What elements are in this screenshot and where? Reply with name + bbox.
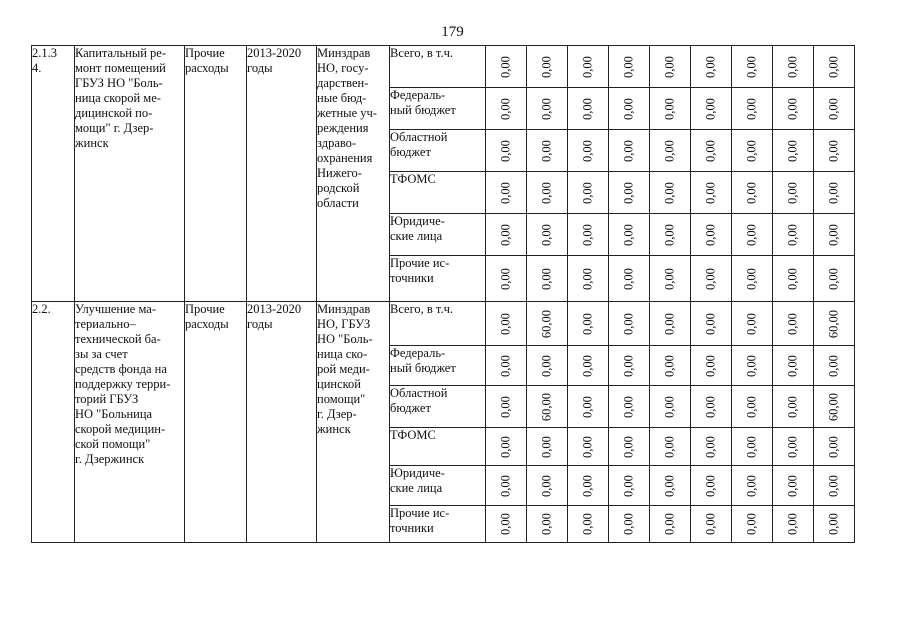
funding-source-label: Всего, в т.ч. — [390, 46, 453, 60]
value: 0,00 — [744, 267, 759, 290]
value-cell — [568, 506, 609, 543]
value: 0,00 — [580, 312, 595, 335]
value: 0,00 — [785, 267, 800, 290]
item-number: 2.2. — [32, 302, 51, 316]
expense-type: Прочие расходы — [185, 46, 229, 75]
value-cell — [609, 172, 650, 214]
value: 0,00 — [662, 181, 677, 204]
value: 0,00 — [580, 97, 595, 120]
value: 0,00 — [621, 97, 636, 120]
period-cell — [247, 302, 317, 543]
value: 0,00 — [498, 267, 513, 290]
value-cell — [527, 256, 568, 302]
funding-source-cell — [390, 302, 486, 346]
value: 0,00 — [662, 55, 677, 78]
value-cell — [814, 506, 855, 543]
value-cell — [773, 88, 814, 130]
value: 0,00 — [621, 513, 636, 535]
value-cell — [650, 302, 691, 346]
value: 0,00 — [580, 181, 595, 204]
value: 0,00 — [826, 435, 841, 458]
executor-cell — [317, 302, 390, 543]
value: 0,00 — [826, 267, 841, 290]
value-cell — [773, 466, 814, 506]
value: 0,00 — [744, 97, 759, 120]
value: 0,00 — [498, 181, 513, 204]
value: 0,00 — [744, 435, 759, 458]
value-cell — [732, 302, 773, 346]
value: 0,00 — [785, 435, 800, 458]
funding-source-cell — [390, 46, 486, 88]
value-cell — [486, 130, 527, 172]
value: 0,00 — [621, 223, 636, 246]
value: 0,00 — [826, 474, 841, 497]
value-cell — [773, 346, 814, 386]
value: 0,00 — [662, 97, 677, 120]
value-cell — [486, 88, 527, 130]
value: 0,00 — [826, 223, 841, 246]
value-cell — [691, 130, 732, 172]
value: 0,00 — [785, 395, 800, 418]
value: 0,00 — [785, 55, 800, 78]
value: 0,00 — [744, 181, 759, 204]
value-cell — [609, 428, 650, 466]
value-cell — [814, 386, 855, 428]
value-cell — [486, 302, 527, 346]
value: 0,00 — [498, 354, 513, 377]
item-number-cell — [32, 302, 75, 543]
value-cell — [814, 46, 855, 88]
value: 0,00 — [621, 435, 636, 458]
value-cell — [650, 214, 691, 256]
value: 0,00 — [703, 55, 718, 78]
funding-source-label: Юридиче- ские лица — [390, 466, 445, 495]
value: 0,00 — [703, 97, 718, 120]
value-cell — [773, 256, 814, 302]
funding-source-label: ТФОМС — [390, 172, 436, 186]
table-body — [32, 46, 855, 543]
value: 0,00 — [621, 55, 636, 78]
executor: Минздрав НО, ГБУЗ НО "Боль- ница ско- рой меди- цинской помощи" г. Дзер- жинск — [317, 302, 373, 436]
value-cell — [486, 466, 527, 506]
value-cell — [773, 428, 814, 466]
value: 0,00 — [498, 312, 513, 335]
value: 0,00 — [662, 354, 677, 377]
value: 0,00 — [621, 139, 636, 162]
value-cell — [568, 256, 609, 302]
value: 0,00 — [580, 139, 595, 162]
value: 0,00 — [785, 474, 800, 497]
value: 0,00 — [785, 513, 800, 535]
value-cell — [527, 88, 568, 130]
funding-source-cell — [390, 130, 486, 172]
value-cell — [568, 466, 609, 506]
value: 0,00 — [662, 513, 677, 535]
value-cell — [691, 256, 732, 302]
value: 0,00 — [744, 312, 759, 335]
funding-source-cell — [390, 428, 486, 466]
value-cell — [773, 214, 814, 256]
value-cell — [814, 172, 855, 214]
funding-source-label: Федераль- ный бюджет — [390, 346, 456, 375]
value: 0,00 — [580, 435, 595, 458]
value-cell — [773, 386, 814, 428]
value-cell — [814, 214, 855, 256]
value: 0,00 — [826, 55, 841, 78]
funding-source-label: ТФОМС — [390, 428, 436, 442]
value: 0,00 — [498, 55, 513, 78]
value: 0,00 — [703, 435, 718, 458]
value-cell — [691, 346, 732, 386]
value-cell — [568, 46, 609, 88]
value-cell — [691, 88, 732, 130]
value: 0,00 — [662, 139, 677, 162]
value-cell — [650, 130, 691, 172]
value: 0,00 — [539, 354, 554, 377]
value-cell — [609, 130, 650, 172]
funding-source-label: Прочие ис- точники — [390, 506, 450, 535]
value: 0,00 — [826, 354, 841, 377]
value: 0,00 — [580, 513, 595, 535]
value: 0,00 — [539, 223, 554, 246]
value-cell — [568, 88, 609, 130]
value-cell — [527, 46, 568, 88]
value-cell — [527, 386, 568, 428]
value: 0,00 — [703, 395, 718, 418]
value: 0,00 — [703, 513, 718, 535]
funding-source-cell — [390, 172, 486, 214]
executor: Минздрав НО, госу- дарствен- ные бюд- жетные уч- реждения здраво- охранения Нижего- родской области — [317, 46, 377, 210]
value: 0,00 — [703, 139, 718, 162]
value-cell — [568, 346, 609, 386]
value: 0,00 — [662, 223, 677, 246]
value: 60,00 — [539, 392, 554, 421]
funding-source-cell — [390, 256, 486, 302]
value-cell — [527, 172, 568, 214]
value-cell — [609, 46, 650, 88]
expense-type-cell — [185, 46, 247, 302]
value: 0,00 — [539, 513, 554, 535]
value-cell — [773, 506, 814, 543]
value-cell — [732, 130, 773, 172]
value: 0,00 — [703, 354, 718, 377]
value-cell — [814, 256, 855, 302]
value: 0,00 — [621, 181, 636, 204]
value: 60,00 — [539, 309, 554, 338]
value-cell — [486, 256, 527, 302]
value: 0,00 — [785, 312, 800, 335]
value-cell — [732, 346, 773, 386]
value-cell — [732, 428, 773, 466]
value-cell — [568, 172, 609, 214]
item-title: Капитальный ре- монт помещений ГБУЗ НО "Боль- ница скорой ме- дицинской по- мощи" г. Дзер- жинск — [75, 46, 167, 150]
value: 0,00 — [703, 223, 718, 246]
value: 0,00 — [498, 97, 513, 120]
value-cell — [732, 256, 773, 302]
funding-source-cell — [390, 346, 486, 386]
value-cell — [486, 428, 527, 466]
value: 0,00 — [744, 354, 759, 377]
value-cell — [527, 302, 568, 346]
value: 0,00 — [580, 267, 595, 290]
value: 60,00 — [826, 309, 841, 338]
value-cell — [609, 466, 650, 506]
value-cell — [609, 302, 650, 346]
value-cell — [609, 386, 650, 428]
value-cell — [773, 172, 814, 214]
value-cell — [732, 88, 773, 130]
value: 0,00 — [662, 395, 677, 418]
value-cell — [650, 46, 691, 88]
period-cell — [247, 46, 317, 302]
value: 0,00 — [498, 223, 513, 246]
value: 0,00 — [580, 395, 595, 418]
value: 0,00 — [498, 513, 513, 535]
value-cell — [609, 88, 650, 130]
value: 0,00 — [580, 474, 595, 497]
value: 0,00 — [826, 513, 841, 535]
value: 0,00 — [621, 354, 636, 377]
value: 0,00 — [826, 139, 841, 162]
value: 0,00 — [539, 139, 554, 162]
value-cell — [609, 214, 650, 256]
value: 0,00 — [662, 474, 677, 497]
value-cell — [814, 466, 855, 506]
value: 60,00 — [826, 392, 841, 421]
value: 0,00 — [539, 267, 554, 290]
page-number: 179 — [441, 24, 464, 40]
value-cell — [732, 214, 773, 256]
value-cell — [486, 506, 527, 543]
value-cell — [486, 46, 527, 88]
value-cell — [732, 172, 773, 214]
value-cell — [691, 466, 732, 506]
value-cell — [732, 506, 773, 543]
value-cell — [773, 130, 814, 172]
period: 2013-2020 годы — [247, 46, 302, 75]
value-cell — [732, 466, 773, 506]
value-cell — [650, 466, 691, 506]
value-cell — [691, 386, 732, 428]
value-cell — [814, 302, 855, 346]
funding-source-cell — [390, 88, 486, 130]
period: 2013-2020 годы — [247, 302, 302, 331]
funding-source-label: Федераль- ный бюджет — [390, 88, 456, 117]
item-number-cell — [32, 46, 75, 302]
value: 0,00 — [621, 267, 636, 290]
budget-table — [31, 45, 855, 543]
value: 0,00 — [498, 435, 513, 458]
value: 0,00 — [744, 513, 759, 535]
value-cell — [527, 214, 568, 256]
value-cell — [486, 172, 527, 214]
value: 0,00 — [744, 55, 759, 78]
value-cell — [609, 506, 650, 543]
item-title-cell — [75, 302, 185, 543]
funding-source-cell — [390, 386, 486, 428]
value: 0,00 — [621, 474, 636, 497]
value: 0,00 — [580, 354, 595, 377]
value: 0,00 — [744, 395, 759, 418]
value-cell — [527, 130, 568, 172]
value: 0,00 — [703, 181, 718, 204]
funding-source-cell — [390, 466, 486, 506]
value-cell — [814, 428, 855, 466]
value-cell — [814, 88, 855, 130]
value-cell — [650, 256, 691, 302]
value-cell — [486, 346, 527, 386]
value-cell — [650, 172, 691, 214]
value-cell — [568, 214, 609, 256]
funding-source-label: Прочие ис- точники — [390, 256, 450, 285]
value-cell — [691, 506, 732, 543]
value-cell — [568, 386, 609, 428]
value: 0,00 — [498, 474, 513, 497]
value: 0,00 — [703, 312, 718, 335]
expense-type: Прочие расходы — [185, 302, 229, 331]
value-cell — [609, 256, 650, 302]
value-cell — [691, 302, 732, 346]
value-cell — [527, 506, 568, 543]
value-cell — [527, 346, 568, 386]
value: 0,00 — [539, 55, 554, 78]
value: 0,00 — [580, 55, 595, 78]
value: 0,00 — [539, 181, 554, 204]
value: 0,00 — [539, 435, 554, 458]
funding-source-cell — [390, 214, 486, 256]
expense-type-cell — [185, 302, 247, 543]
value: 0,00 — [621, 395, 636, 418]
value-cell — [732, 46, 773, 88]
value-cell — [691, 46, 732, 88]
value-cell — [691, 428, 732, 466]
value: 0,00 — [785, 223, 800, 246]
funding-source-label: Юридиче- ские лица — [390, 214, 445, 243]
value: 0,00 — [703, 474, 718, 497]
value: 0,00 — [498, 395, 513, 418]
value-cell — [773, 46, 814, 88]
value-cell — [732, 386, 773, 428]
value-cell — [650, 346, 691, 386]
value: 0,00 — [744, 223, 759, 246]
item-title-cell — [75, 46, 185, 302]
value: 0,00 — [498, 139, 513, 162]
value-cell — [568, 302, 609, 346]
value-cell — [527, 428, 568, 466]
value: 0,00 — [785, 354, 800, 377]
item-number: 2.1.3 4. — [32, 46, 57, 75]
value: 0,00 — [662, 435, 677, 458]
value: 0,00 — [539, 474, 554, 497]
value-cell — [650, 428, 691, 466]
value: 0,00 — [785, 97, 800, 120]
value: 0,00 — [826, 181, 841, 204]
value-cell — [486, 214, 527, 256]
value: 0,00 — [662, 312, 677, 335]
value: 0,00 — [744, 139, 759, 162]
table-row — [32, 302, 855, 346]
value: 0,00 — [744, 474, 759, 497]
value-cell — [486, 386, 527, 428]
value-cell — [650, 506, 691, 543]
value: 0,00 — [785, 181, 800, 204]
value-cell — [609, 346, 650, 386]
value-cell — [650, 88, 691, 130]
value: 0,00 — [703, 267, 718, 290]
value-cell — [814, 346, 855, 386]
value: 0,00 — [580, 223, 595, 246]
value: 0,00 — [621, 312, 636, 335]
value-cell — [691, 172, 732, 214]
executor-cell — [317, 46, 390, 302]
value-cell — [773, 302, 814, 346]
table-row — [32, 46, 855, 88]
value: 0,00 — [785, 139, 800, 162]
funding-source-label: Областной бюджет — [390, 386, 448, 415]
item-title: Улучшение ма- териально– технической ба- зы за счет средств фонда на поддержку терри- торий ГБУЗ НО "Больница скорой медицин- ской помощи" г. Дзержинск — [75, 302, 171, 466]
value-cell — [814, 130, 855, 172]
funding-source-label: Всего, в т.ч. — [390, 302, 453, 316]
value-cell — [568, 130, 609, 172]
value-cell — [527, 466, 568, 506]
value-cell — [650, 386, 691, 428]
funding-source-cell — [390, 506, 486, 543]
value: 0,00 — [539, 97, 554, 120]
value-cell — [568, 428, 609, 466]
value: 0,00 — [662, 267, 677, 290]
value: 0,00 — [826, 97, 841, 120]
value-cell — [691, 214, 732, 256]
funding-source-label: Областной бюджет — [390, 130, 448, 159]
